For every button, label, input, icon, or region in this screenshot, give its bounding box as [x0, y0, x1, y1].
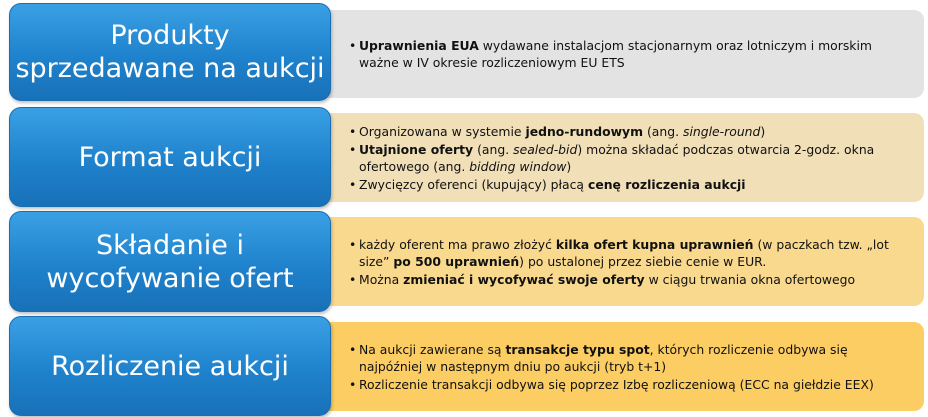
bullet-text-segment: Można	[359, 271, 404, 287]
bullet	[349, 271, 910, 288]
bullet	[349, 376, 910, 393]
bullet-text-segment: transakcje typu spot	[505, 341, 650, 357]
bullet-text-segment: single-round	[683, 123, 761, 139]
bullet-text-segment: (ang.	[473, 141, 514, 157]
bullet	[349, 236, 910, 270]
bullet-text-segment: Uprawnienia EUA	[359, 38, 479, 53]
bullet-text-segment: ) po ustalonej przez siebie cenie w EUR.	[519, 253, 767, 269]
bullet-text-segment: każdy oferent ma prawo złożyć	[359, 236, 556, 252]
row-settlement-title: Rozliczenie aukcji	[51, 350, 289, 382]
bullet-text-segment: Rozliczenie transakcji odbywa się poprzez Izbę rozliczeniową (ECC na giełdzie EEX)	[359, 376, 874, 392]
bullet-text-segment: zmieniać i wycofywać swoje oferty	[403, 271, 645, 287]
row-bids-title-box	[9, 211, 331, 312]
row-products-title-box	[9, 3, 331, 101]
row-bids-title: Składanie i wycofywanie ofert	[46, 229, 294, 294]
bullet-text-segment: jedno-rundowym	[525, 123, 644, 139]
bullet-text-segment: )	[566, 158, 572, 174]
row-format-title-box	[9, 107, 331, 207]
bullet-text-segment: (w paczkach tzw. „lot size”	[359, 236, 889, 269]
bullet-text-segment: )	[760, 123, 766, 139]
row-bids-details	[327, 217, 924, 306]
bullet	[349, 123, 910, 140]
bullet-text-segment: , których rozliczenie odbywa się najpóźniej w następnym dniu po aukcji (tryb t+1)	[359, 341, 848, 374]
bullet-text-segment: wydawane instalacjom stacjonarnym oraz lotniczym i morskim ważne w IV okresie rozliczeniowym EU ETS	[359, 38, 872, 70]
bullet-text-segment: po 500 uprawnień	[393, 253, 520, 269]
row-settlement-details	[327, 322, 924, 411]
bullet-text-segment: kilka ofert kupna uprawnień	[555, 236, 754, 252]
bullet-text-segment: Na aukcji zawierane są	[359, 341, 506, 357]
bullet-text-segment: (ang.	[643, 123, 683, 139]
row-products-details	[327, 10, 924, 98]
bullet-text-segment: Organizowana w systemie	[359, 123, 526, 139]
bullet-text-segment: Zwycięzcy oferenci (kupujący) płacą	[359, 176, 588, 192]
row-format-title: Format aukcji	[78, 141, 262, 173]
bullet-text-segment: cenę rozliczenia aukcji	[587, 176, 746, 192]
bullet	[349, 341, 910, 375]
bullet	[349, 176, 910, 193]
row-format-details	[327, 113, 924, 202]
bullet	[349, 141, 910, 175]
bullet-text-segment: bidding window	[469, 158, 567, 174]
bullet-text-segment: sealed-bid	[513, 141, 578, 157]
bullet-text-segment: w ciągu trwania okna ofertowego	[644, 271, 856, 287]
bullet-text-segment: Utajnione oferty	[359, 141, 474, 157]
bullet	[349, 37, 910, 71]
row-products-title: Produkty sprzedawane na aukcji	[15, 20, 325, 84]
row-settlement-title-box	[9, 316, 331, 416]
bullet-text-segment: ) można składać podczas otwarcia 2-godz. okna ofertowego (ang.	[359, 141, 875, 174]
